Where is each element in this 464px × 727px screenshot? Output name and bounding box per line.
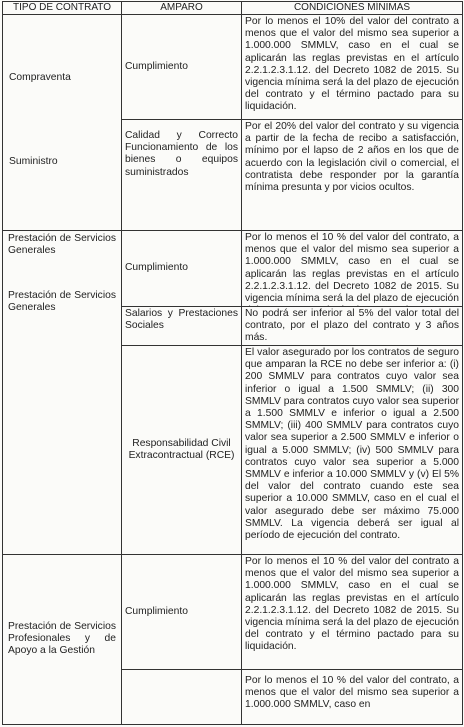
- amparo-cumplimiento-2-label: Cumplimiento: [125, 262, 188, 274]
- amparo-rce: [121, 345, 242, 555]
- tipo-profesionales: Prestación de Servicios Profesionales y de Apoyo a la Gestión: [8, 621, 116, 657]
- tipo-servicios-generales-2: Prestación de Servicios Generales: [8, 290, 116, 314]
- amparo-cumplimiento-3: [121, 554, 242, 670]
- amparo-empty: [121, 669, 242, 725]
- condicion-cumplimiento-3: Por lo menos el 10 % del valor del contrato a menos que el valor del mismo sea superior a 1.000.000 SMMLV, caso en el cual se aplicarán las reglas previstas en el artículo 2.2.1.2.3.1.12. del Decreto 1082 de 2015. Su vigencia mínima será la del plazo de ejecución del contrato y el término pactado para su liquidación.: [241, 554, 463, 670]
- condicion-calidad: Por el 20% del valor del contrato y su vigencia a partir de la fecha de recibo a satisfacción, mínimo por el lapso de 2 años en los que de acuerdo con la legislación civil o comercial, el contratista debe responder por la garantía mínima presunta y por vicios ocultos.: [241, 119, 463, 231]
- amparo-cumplimiento-1: [121, 14, 242, 120]
- amparo-cumplimiento-3-label: Cumplimiento: [125, 605, 188, 617]
- condicion-cumplimiento-1: Por lo menos el 10% del valor del contrato a menos que el valor del mismo sea superior a 1.000.000 SMMLV, caso en el cual se aplicarán las reglas previstas en el artículo 2.2.1.2.3.1.12. del Decreto 1082 de 2015. Su vigencia mínima será la del plazo de ejecución del contrato y el término pactado para su liquidación.: [241, 14, 463, 120]
- header-condiciones: CONDICIONES MÍNIMAS: [241, 1, 463, 15]
- tipo-compraventa: Compraventa: [9, 72, 71, 83]
- amparo-cumplimiento-1-label: Cumplimiento: [125, 60, 188, 72]
- condicion-rce: El valor asegurado por los contratos de seguro que amparan la RCE no debe ser inferior a: (i) 200 SMMLV para contratos cuyo valor sea inferior o igual a 1.500 SMMLV; (ii) 300 SMMLV para contratos cuyo valor sea superior a 1.500 SMMLV e inferior o igual a 2.500 SMMLV; (iii) 400 SMMLV para contratos cuyo valor sea superior a 2.500 SMMLV e inferior o igual a 5.000 SMMLV; (iv) 500 SMMLV para contratos cuyo valor sea superior a 5.000 SMMLV e inferior a 10.000 SMMLV y (v) El 5% del valor del contrato cuando este sea superior a 10.000 SMMLV, caso en el cual el valor asegurado debe ser máximo 75.000 SMMLV. La vigencia deberá ser igual al período de ejecución del contrato.: [241, 345, 463, 555]
- tipo-cell-servicios-generales: [2, 230, 122, 555]
- condicion-salarios: No podrá ser inferior al 5% del valor total del contrato, por el plazo del contrato y 3 años más.: [241, 306, 463, 346]
- tipo-suministro: Suministro: [9, 156, 58, 167]
- tipo-cell-profesionales: [2, 554, 122, 725]
- condicion-cumplimiento-2: Por lo menos el 10 % del valor del contrato, a menos que el valor del mismo sea superior a 1.000.000 SMMLV, caso en el cual se aplicarán las reglas previstas en el artículo 2.2.1.2.3.1.12. del Decreto 1082 de 2015. Su vigencia mínima será la del plazo de ejecución: [241, 230, 463, 307]
- header-tipo: TIPO DE CONTRATO: [2, 1, 122, 15]
- tipo-cell-compraventa: [2, 14, 122, 231]
- tipo-servicios-generales-1: Prestación de Servicios Generales: [8, 233, 116, 257]
- amparo-rce-label: Responsabilidad Civil Extracontractual (RCE): [128, 437, 235, 461]
- amparo-calidad: Calidad y Correcto Funcionamiento de los bienes o equipos suministrados: [121, 119, 242, 231]
- header-amparo: AMPARO: [121, 1, 242, 15]
- amparo-cumplimiento-2: [121, 230, 242, 307]
- condicion-cumplimiento-4: Por lo menos el 10 % del valor del contrato, a menos que el valor del mismo sea superior a 1.000.000 SMMLV, caso en: [241, 669, 463, 725]
- amparo-salarios: Salarios y Prestaciones Sociales: [121, 306, 242, 346]
